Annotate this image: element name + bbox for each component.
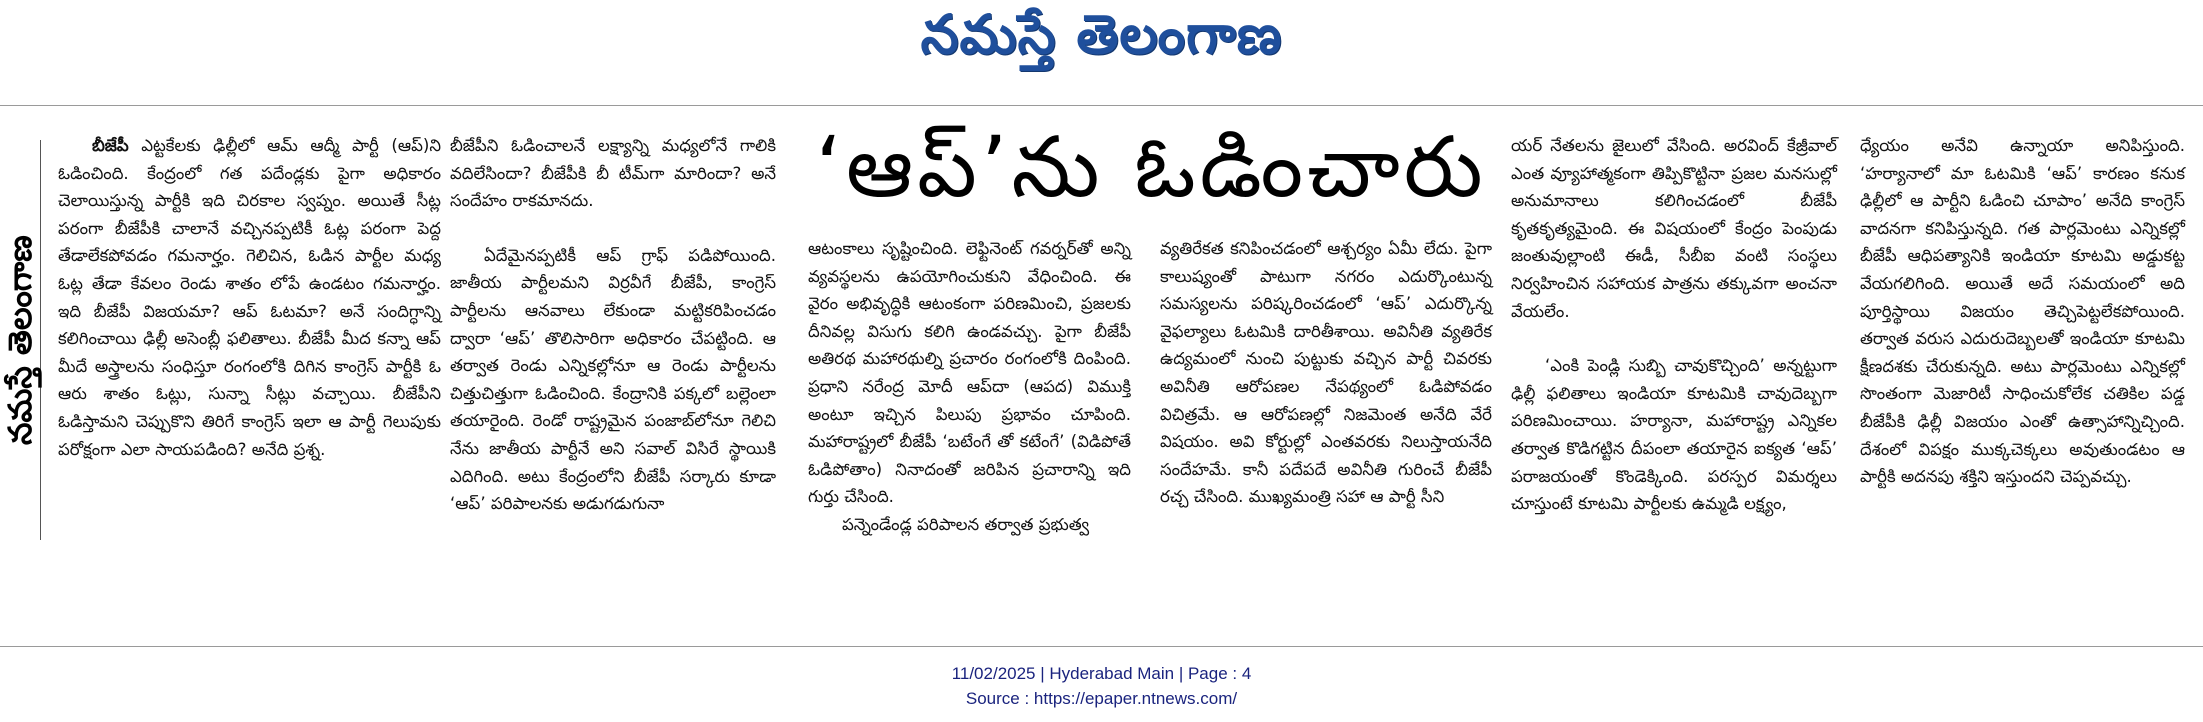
paragraph: ‘ఎంకి పెండ్లి సుబ్బి చావుకొచ్చింది’ అన్నట్టుగా ఢిల్లీ ఫలితాలు ఇండియా కూటమికి చావుదెబ్బగా పరిణమించాయి. హర్యానా, మహారాష్ట్ర ఎన్నికల తర్వాత కొడిగట్టిన దీపంలా తయారైన ఐక్యత ‘ఆప్’ పరాజయంతో కొండెక్కింది. పరస్పర విమర్శలు చూస్తుంటే కూటమి పార్టీలకు ఉమ్మడి లక్ష్యం,: [1511, 356, 1837, 514]
paragraph: పన్నెండేండ్ల పరిపాలన తర్వాత ప్రభుత్వ: [842, 514, 1090, 534]
article-column-6: [1860, 132, 2185, 491]
lead-word: బీజేపీ: [92, 136, 129, 155]
paragraph: [58, 132, 441, 463]
article-column-5: [1511, 132, 1837, 518]
side-logo: [0, 140, 41, 540]
newspaper-title: నమస్తే తెలంగాణ: [920, 3, 1283, 66]
top-divider: [0, 105, 2203, 106]
paragraph: ధ్యేయం అనేవి ఉన్నాయా అనిపిస్తుంది. ‘హర్యానాలో మా ఓటమికి ‘ఆప్’ కారణం కనుక ఢిల్లీలో ఆ పార్టీని ఓడించి చూపాం’ అనేది కాంగ్రెస్ వాదనగా కనిపిస్తున్నది. గత పార్లమెంటు ఎన్నికల్లో బీజేపీ ఆధిపత్యానికి ఇండియా కూటమి అడ్డుకట్ట వేయగలిగింది. అయితే అదే సమయంలో అది పూర్తిస్థాయి విజయం తెచ్చిపెట్టలేకపోయింది. తర్వాత వరుస ఎదురుదెబ్బలతో ఇండియా కూటమి క్షీణదశకు చేరుకున్నది. అటు పార్లమెంటు ఎన్నికల్లో సొంతంగా మెజారిటీ సాధించుకోలేక చతికిల పడ్డ బీజేపీకి ఢిల్లీ విజయం ఎంతో ఉత్సాహాన్నిచ్చింది. దేశంలో విపక్షం ముక్కచెక్కలు అవుతుండటం ఆ పార్టీకి అదనపు శక్తిని ఇస్తుందని చెప్పవచ్చు.: [1860, 136, 2185, 487]
paragraph: వ్యతిరేకత కనిపించడంలో ఆశ్చర్యం ఏమీ లేదు. పైగా కాలుష్యంతో పాటుగా నగరం ఎదుర్కొంటున్న సమస్యలను పరిష్కరించడంలో ‘ఆప్’ ఎదుర్కొన్న వైఫల్యాలు ఓటమికి దారితీశాయి. అవినీతి వ్యతిరేక ఉద్యమంలో నుంచి పుట్టుకు వచ్చిన పార్టీ చివరకు అవినీతి ఆరోపణల నేపథ్యంలో ఓడిపోవడం విచిత్రమే. ఆ ఆరోపణల్లో నిజమెంత అనేది వేరే విషయం. అవి కోర్టుల్లో ఎంతవరకు నిలుస్తాయనేది సందేహమే. కానీ పదేపదే అవినీతి గురించే బీజేపీ రచ్చ చేసింది. ముఖ్యమంత్రి సహా ఆ పార్టీ సీని: [1160, 239, 1492, 507]
article-column-2: [450, 132, 776, 518]
paragraph: ఆటంకాలు సృష్టించింది. లెఫ్టినెంట్ గవర్నర్‌తో అన్ని వ్యవస్థలను ఉపయోగించుకుని వేధించింది. ఈ వైరం అభివృద్ధికి ఆటంకంగా పరిణమించి, ప్రజలకు దీనివల్ల విసుగు కలిగి ఉండవచ్చు. పైగా బీజేపీ అతిరథ మహారథుల్ని ప్రచారం రంగంలోకి దింపింది. ప్రధాని నరేంద్ర మోదీ ఆప్‌దా (ఆపద) విముక్తి అంటూ ఇచ్చిన పిలుపు ప్రభావం చూపింది. మహారాష్ట్రలో బీజేపీ ‘బటేంగే తో కటేంగే’ (విడిపోతే ఓడిపోతాం) నినాదంతో జరిపిన ప్రచారాన్ని ఇది గుర్తు చేసింది.: [808, 239, 1131, 507]
side-logo-text: నమస్తే తెలంగాణ: [1, 235, 39, 445]
masthead: [0, 0, 2203, 78]
footer-date-page: 11/02/2025 | Hyderabad Main | Page : 4: [951, 664, 1252, 683]
bottom-divider: [0, 646, 2203, 647]
paragraph: ఏదేమైనప్పటికీ ఆప్ గ్రాఫ్ పడిపోయింది. జాతీయ పార్టీలమని విర్రవీగే బీజేపీ, కాంగ్రెస్ పార్టీలను ఆనవాలు లేకుండా మట్టికరిపించడం ద్వారా ‘ఆప్’ తొలిసారిగా అధికారం చేపట్టింది. ఆ తర్వాత రెండు ఎన్నికల్లోనూ ఆ రెండు పార్టీలను చిత్తుచిత్తుగా ఓడించింది. కేంద్రానికి పక్కలో బల్లెంలా తయారైంది. రెండో రాష్ట్రమైన పంజాబ్‌లోనూ గెలిచి నేను జాతీయ పార్టీనే అని సవాల్ విసిరే స్థాయికి ఎదిగింది. అటు కేంద్రంలోని బీజేపీ సర్కారు కూడా ‘ఆప్’ పరిపాలనకు అడుగడుగునా: [450, 245, 776, 514]
paragraph: యర్ నేతలను జైలులో వేసింది. అరవింద్ కేజ్రీవాల్ ఎంత వ్యూహాత్మకంగా తిప్పికొట్టినా ప్రజల మనసుల్లో అనుమానాలు కలిగించడంలో బీజేపీ కృతకృత్యమైంది. ఈ విషయంలో కేంద్రం పెంపుడు జంతువుల్లాంటి ఈడీ, సీబీఐ వంటి సంస్థలు నిర్వహించిన సహాయక పాత్రను తక్కువగా అంచనా వేయలేం.: [1511, 136, 1837, 321]
article-column-3: [808, 235, 1131, 539]
paragraph-text: ఎట్టకేలకు ఢిల్లీలో ఆమ్ ఆద్మీ పార్టీ (ఆప్)ని ఓడించింది. కేంద్రంలో గత పదేండ్లకు పైగా అధికారం చెలాయిస్తున్న పార్టీకి ఇది చిరకాల స్వప్నం. అయితే సీట్ల పరంగా బీజేపీకి చాలానే వచ్చినప్పటికీ ఓట్ల పరంగా పెద్ద తేడాలేకపోవడం గమనార్హం. గెలిచిన, ఓడిన పార్టీల మధ్య ఓట్ల తేడా కేవలం రెండు శాతం లోపే ఉండటం గమనార్హం. ఇది బీజేపీ విజయమా? ఆప్ ఓటమా? అనే సందిగ్ధాన్ని కలిగించాయి ఢిల్లీ అసెంబ్లీ ఫలితాలు. బీజేపీ మీద కన్నా ఆప్ మీదే అస్త్రాలను సంధిస్తూ రంగంలోకి దిగిన కాంగ్రెస్ పార్టీకి ఓ ఆరు శాతం ఓట్లు, సున్నా సీట్లు వచ్చాయి. బీజేపీని ఓడిస్తామని చెప్పుకొని తిరిగే కాంగ్రెస్ ఇలా ఆ పార్టీ గెలుపుకు పరోక్షంగా ఎలా సాయపడింది? అనేది ప్రశ్న.: [58, 136, 441, 459]
article-column-1: [58, 132, 441, 463]
footer-source: Source : https://epaper.ntnews.com/: [965, 689, 1238, 708]
article-column-4: [1160, 235, 1492, 511]
headline: ‘ఆప్’ను ఓడించారు: [815, 118, 1487, 216]
paragraph: బీజేపీని ఓడించాలనే లక్ష్యాన్ని మధ్యలోనే గాలికి వదిలేసిందా? బీజేపీకి బీ టీమ్‌గా మారిందా? అనే సందేహం రాకమానదు.: [450, 136, 776, 211]
